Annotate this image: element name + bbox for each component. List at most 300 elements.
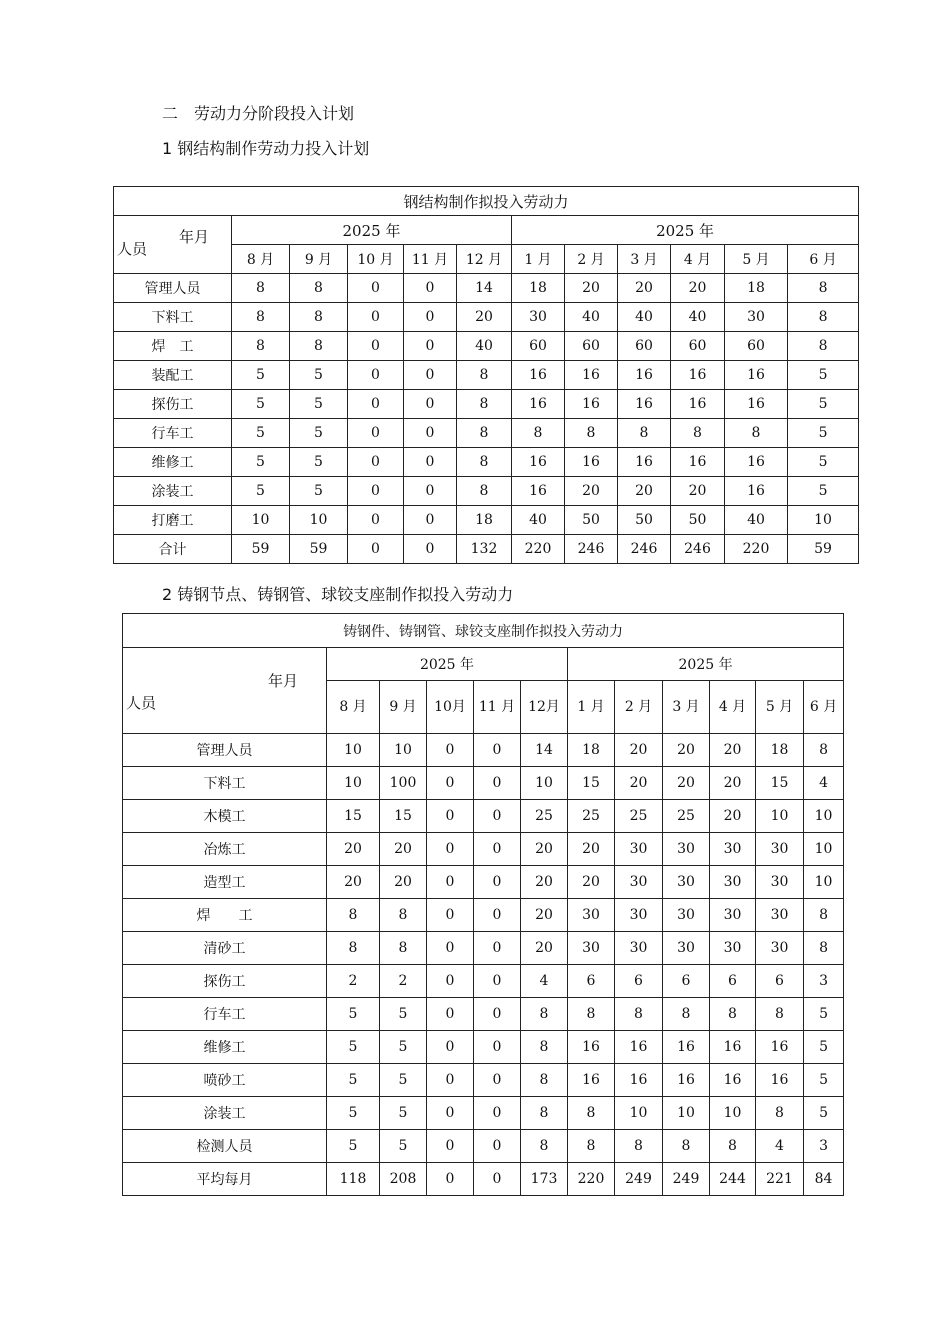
table-cell: 10 [290, 506, 348, 535]
table-cell: 16 [512, 361, 565, 390]
table-cell: 0 [427, 767, 474, 800]
table-cell: 59 [788, 535, 859, 564]
table-cell: 16 [565, 361, 618, 390]
table-cell: 8 [327, 932, 380, 965]
table-cell: 5 [232, 419, 290, 448]
table-cell: 20 [710, 734, 756, 767]
table-row [123, 1031, 844, 1064]
row-label: 喷砂工 [123, 1064, 327, 1097]
table2-month-6: 2 月 [615, 681, 663, 734]
table-cell: 16 [512, 477, 565, 506]
row-label: 检测人员 [123, 1130, 327, 1163]
table-cell: 20 [615, 734, 663, 767]
table1-month-7: 3 月 [618, 245, 671, 274]
table-cell: 30 [615, 899, 663, 932]
table-cell: 0 [474, 1097, 521, 1130]
table-cell: 0 [427, 932, 474, 965]
table-cell: 5 [380, 1064, 427, 1097]
section-title: 二 劳动力分阶段投入计划 [162, 104, 355, 123]
table-cell: 8 [521, 1097, 568, 1130]
table-cell: 8 [568, 1130, 615, 1163]
row-label: 下料工 [123, 767, 327, 800]
table-cell: 8 [756, 998, 804, 1031]
table-cell: 8 [232, 332, 290, 361]
table-row [123, 1130, 844, 1163]
table-cell: 16 [615, 1064, 663, 1097]
table-cell: 16 [725, 448, 788, 477]
table-cell: 20 [710, 767, 756, 800]
table-cell: 8 [663, 998, 710, 1031]
table-cell: 60 [512, 332, 565, 361]
table2-month-8: 4 月 [710, 681, 756, 734]
table-cell: 10 [804, 800, 844, 833]
table-cell: 30 [725, 303, 788, 332]
table-cell: 8 [232, 303, 290, 332]
table-row [123, 767, 844, 800]
table2-corner-ym: 年月 [267, 672, 298, 690]
table-cell: 0 [404, 332, 457, 361]
row-label: 造型工 [123, 866, 327, 899]
table-cell: 14 [457, 274, 512, 303]
row-label: 涂装工 [123, 1097, 327, 1130]
table-row [123, 866, 844, 899]
table-row [114, 448, 859, 477]
table-cell: 30 [663, 833, 710, 866]
table1-body [114, 274, 859, 564]
row-label: 木模工 [123, 800, 327, 833]
table2-caption: 铸钢件、铸钢管、球铰支座制作拟投入劳动力 [123, 614, 844, 648]
table-cell: 8 [725, 419, 788, 448]
table-cell: 0 [474, 1031, 521, 1064]
table1-corner-ym: 年月 [178, 228, 209, 246]
table-cell: 59 [290, 535, 348, 564]
table-cell: 0 [427, 1163, 474, 1196]
table-cell: 5 [788, 419, 859, 448]
table2-month-3: 11 月 [474, 681, 521, 734]
table-cell: 20 [521, 932, 568, 965]
table-row [114, 303, 859, 332]
table-cell: 5 [290, 361, 348, 390]
table-cell: 30 [756, 932, 804, 965]
table-cell: 249 [663, 1163, 710, 1196]
table-cell: 5 [788, 477, 859, 506]
table-cell: 0 [404, 390, 457, 419]
table-cell: 20 [568, 833, 615, 866]
table-cell: 10 [327, 734, 380, 767]
table-cell: 2 [380, 965, 427, 998]
row-label: 装配工 [114, 361, 232, 390]
table-cell: 16 [618, 361, 671, 390]
table-cell: 8 [618, 419, 671, 448]
row-label: 维修工 [114, 448, 232, 477]
table-cell: 20 [521, 833, 568, 866]
table1-month-0: 8 月 [232, 245, 290, 274]
table-cell: 16 [710, 1064, 756, 1097]
table-cell: 15 [380, 800, 427, 833]
table-cell: 5 [327, 1097, 380, 1130]
table-cell: 6 [568, 965, 615, 998]
table-row [114, 361, 859, 390]
table-cell: 5 [290, 390, 348, 419]
table-cell: 8 [671, 419, 725, 448]
table-cell: 8 [521, 998, 568, 1031]
table-cell: 0 [404, 303, 457, 332]
table-cell: 8 [521, 1130, 568, 1163]
table-cell: 4 [756, 1130, 804, 1163]
table-cell: 20 [565, 477, 618, 506]
table-cell: 30 [756, 833, 804, 866]
table-cell: 0 [427, 734, 474, 767]
table-cell: 30 [710, 932, 756, 965]
table2-month-5: 1 月 [568, 681, 615, 734]
table-cell: 5 [290, 477, 348, 506]
table-cell: 20 [521, 866, 568, 899]
table-cell: 16 [756, 1031, 804, 1064]
table-cell: 14 [521, 734, 568, 767]
table-cell: 40 [565, 303, 618, 332]
table-cell: 16 [725, 477, 788, 506]
table1-month-5: 1 月 [512, 245, 565, 274]
table-cell: 8 [457, 448, 512, 477]
table-cell: 5 [804, 1064, 844, 1097]
table-cell: 5 [380, 998, 427, 1031]
table-cell: 5 [804, 1097, 844, 1130]
table-cell: 60 [671, 332, 725, 361]
table-cell: 8 [804, 932, 844, 965]
table1-corner-header [114, 216, 232, 274]
row-label: 涂装工 [114, 477, 232, 506]
table-cell: 40 [618, 303, 671, 332]
row-label: 探伤工 [114, 390, 232, 419]
table-cell: 5 [290, 419, 348, 448]
table-cell: 0 [348, 303, 404, 332]
table-row [123, 1064, 844, 1097]
row-label: 合计 [114, 535, 232, 564]
table-cell: 60 [725, 332, 788, 361]
table-cell: 0 [404, 535, 457, 564]
table-cell: 5 [788, 448, 859, 477]
table-cell: 0 [427, 1097, 474, 1130]
table-cell: 0 [404, 506, 457, 535]
table-cell: 0 [427, 1031, 474, 1064]
table-cell: 8 [710, 1130, 756, 1163]
subsection-title-1: 1 钢结构制作劳动力投入计划 [162, 139, 370, 158]
table-cell: 16 [618, 390, 671, 419]
table-cell: 246 [565, 535, 618, 564]
table-cell: 30 [756, 899, 804, 932]
table-cell: 0 [474, 734, 521, 767]
table-cell: 8 [804, 899, 844, 932]
table-cell: 16 [512, 448, 565, 477]
table-cell: 10 [521, 767, 568, 800]
table2-month-2: 10月 [427, 681, 474, 734]
table2-month-4: 12月 [521, 681, 568, 734]
table2-year-a: 2025 年 [327, 648, 568, 681]
table-cell: 5 [380, 1097, 427, 1130]
table-row [123, 1097, 844, 1130]
table-cell: 5 [380, 1130, 427, 1163]
table-row [123, 1163, 844, 1196]
table-row [123, 899, 844, 932]
table1-month-6: 2 月 [565, 245, 618, 274]
table-cell: 6 [663, 965, 710, 998]
table-cell: 0 [404, 419, 457, 448]
table-cell: 0 [427, 833, 474, 866]
table-cell: 8 [615, 1130, 663, 1163]
table-cell: 30 [663, 866, 710, 899]
table-cell: 8 [521, 1064, 568, 1097]
table-cell: 16 [725, 361, 788, 390]
table-cell: 5 [380, 1031, 427, 1064]
table-cell: 20 [457, 303, 512, 332]
table-cell: 10 [232, 506, 290, 535]
table-cell: 220 [725, 535, 788, 564]
table2-corner-header [123, 648, 327, 734]
table-cell: 25 [521, 800, 568, 833]
table-cell: 0 [474, 932, 521, 965]
table-cell: 3 [804, 1130, 844, 1163]
table1-caption: 钢结构制作拟投入劳动力 [114, 187, 859, 216]
table-cell: 16 [671, 390, 725, 419]
table-cell: 244 [710, 1163, 756, 1196]
table-cell: 10 [615, 1097, 663, 1130]
row-label: 打磨工 [114, 506, 232, 535]
subsection-title-2: 2 铸钢节点、铸钢管、球铰支座制作拟投入劳动力 [162, 585, 514, 604]
table-cell: 0 [474, 767, 521, 800]
table2-corner-person: 人员 [126, 694, 157, 712]
table-cell: 15 [327, 800, 380, 833]
table-cell: 6 [710, 965, 756, 998]
table-cell: 20 [380, 833, 427, 866]
table-cell: 16 [568, 1031, 615, 1064]
table-cell: 5 [232, 361, 290, 390]
table-cell: 8 [512, 419, 565, 448]
table-cell: 0 [404, 274, 457, 303]
table2-year-b: 2025 年 [568, 648, 844, 681]
table-cell: 4 [804, 767, 844, 800]
table-cell: 20 [568, 866, 615, 899]
table-cell: 18 [568, 734, 615, 767]
table-cell: 18 [512, 274, 565, 303]
table-cell: 6 [756, 965, 804, 998]
table-cell: 10 [804, 833, 844, 866]
table-cell: 16 [710, 1031, 756, 1064]
row-label: 管理人员 [123, 734, 327, 767]
table-cell: 20 [663, 767, 710, 800]
row-label: 行车工 [114, 419, 232, 448]
table-cell: 18 [756, 734, 804, 767]
table-row [123, 833, 844, 866]
table-cell: 16 [618, 448, 671, 477]
table-cell: 20 [671, 274, 725, 303]
table-cell: 16 [565, 448, 618, 477]
table-cell: 6 [615, 965, 663, 998]
table-cell: 10 [380, 734, 427, 767]
table2-month-7: 3 月 [663, 681, 710, 734]
table-cell: 220 [568, 1163, 615, 1196]
table-cell: 0 [474, 1163, 521, 1196]
table-cell: 20 [380, 866, 427, 899]
table-cell: 16 [756, 1064, 804, 1097]
table1-month-1: 9 月 [290, 245, 348, 274]
table-cell: 0 [427, 899, 474, 932]
table-row [114, 390, 859, 419]
table-cell: 8 [457, 361, 512, 390]
table-cell: 8 [756, 1097, 804, 1130]
table-cell: 8 [565, 419, 618, 448]
table-cell: 16 [671, 361, 725, 390]
table-cell: 50 [618, 506, 671, 535]
table-cell: 10 [710, 1097, 756, 1130]
table1-year-a: 2025 年 [232, 216, 512, 245]
table-row [123, 734, 844, 767]
table-cell: 30 [663, 932, 710, 965]
table-cell: 5 [327, 1130, 380, 1163]
table-cell: 30 [756, 866, 804, 899]
table-cell: 5 [290, 448, 348, 477]
table-row [123, 800, 844, 833]
table-cell: 0 [348, 477, 404, 506]
table-cell: 20 [618, 274, 671, 303]
table-cell: 30 [663, 899, 710, 932]
table-cell: 30 [710, 833, 756, 866]
table-cell: 0 [348, 361, 404, 390]
table-row [114, 506, 859, 535]
table-cell: 10 [756, 800, 804, 833]
table-cell: 0 [474, 866, 521, 899]
table-cell: 0 [474, 899, 521, 932]
table-row [114, 419, 859, 448]
table1-month-10: 6 月 [788, 245, 859, 274]
table-cell: 5 [804, 998, 844, 1031]
table-cell: 20 [521, 899, 568, 932]
table-cell: 10 [327, 767, 380, 800]
table-cell: 8 [615, 998, 663, 1031]
table-cell: 0 [427, 866, 474, 899]
table-cell: 16 [663, 1031, 710, 1064]
table2-month-9: 5 月 [756, 681, 804, 734]
table-cell: 5 [232, 448, 290, 477]
table-cell: 0 [427, 800, 474, 833]
table-row [123, 932, 844, 965]
table-cell: 221 [756, 1163, 804, 1196]
table-cell: 20 [618, 477, 671, 506]
table-cell: 4 [521, 965, 568, 998]
table-cell: 20 [327, 833, 380, 866]
table-cell: 5 [327, 1064, 380, 1097]
table-cell: 0 [348, 506, 404, 535]
table-row [123, 965, 844, 998]
table1-month-8: 4 月 [671, 245, 725, 274]
table-cell: 40 [512, 506, 565, 535]
table-cell: 30 [710, 899, 756, 932]
table-cell: 100 [380, 767, 427, 800]
table1-corner-person: 人员 [117, 240, 148, 258]
table1-month-9: 5 月 [725, 245, 788, 274]
table-cell: 20 [615, 767, 663, 800]
table-cell: 0 [474, 965, 521, 998]
table-cell: 40 [671, 303, 725, 332]
table-cell: 5 [232, 477, 290, 506]
table-cell: 0 [427, 1130, 474, 1163]
table-cell: 16 [671, 448, 725, 477]
table-cell: 30 [568, 899, 615, 932]
table-cell: 132 [457, 535, 512, 564]
table-cell: 8 [290, 332, 348, 361]
table-cell: 16 [568, 1064, 615, 1097]
table-cell: 0 [474, 998, 521, 1031]
table-cell: 0 [348, 448, 404, 477]
table-cell: 16 [615, 1031, 663, 1064]
table-cell: 16 [512, 390, 565, 419]
table-cell: 8 [380, 899, 427, 932]
table-cell: 0 [427, 1064, 474, 1097]
table-cell: 5 [804, 1031, 844, 1064]
table-cell: 5 [327, 1031, 380, 1064]
table-cell: 3 [804, 965, 844, 998]
table-cell: 0 [474, 800, 521, 833]
table-cell: 5 [232, 390, 290, 419]
table2-body [123, 734, 844, 1196]
table-cell: 18 [457, 506, 512, 535]
table-cell: 10 [804, 866, 844, 899]
table-cell: 8 [710, 998, 756, 1031]
table-cell: 220 [512, 535, 565, 564]
table-cell: 5 [788, 390, 859, 419]
table-cell: 15 [756, 767, 804, 800]
table-cell: 10 [663, 1097, 710, 1130]
table-cell: 15 [568, 767, 615, 800]
table-cell: 8 [232, 274, 290, 303]
row-label: 平均每月 [123, 1163, 327, 1196]
table-cell: 8 [788, 274, 859, 303]
table-cell: 0 [427, 965, 474, 998]
table-cell: 30 [512, 303, 565, 332]
table-cell: 8 [804, 734, 844, 767]
table-cell: 0 [474, 1130, 521, 1163]
table-cell: 59 [232, 535, 290, 564]
table-cell: 8 [290, 303, 348, 332]
table-row [123, 998, 844, 1031]
table-cell: 30 [710, 866, 756, 899]
table-cell: 20 [710, 800, 756, 833]
table-cell: 84 [804, 1163, 844, 1196]
table-cell: 16 [725, 390, 788, 419]
table-cell: 60 [618, 332, 671, 361]
table-cell: 30 [615, 833, 663, 866]
table-cell: 0 [404, 477, 457, 506]
table-cell: 20 [663, 734, 710, 767]
table-cell: 8 [788, 332, 859, 361]
table2-month-0: 8 月 [327, 681, 380, 734]
table-cell: 8 [327, 899, 380, 932]
table-cell: 16 [565, 390, 618, 419]
table2-month-10: 6 月 [804, 681, 844, 734]
row-label: 下料工 [114, 303, 232, 332]
table-cell: 208 [380, 1163, 427, 1196]
table2-month-1: 9 月 [380, 681, 427, 734]
table-cell: 0 [348, 419, 404, 448]
table-cell: 18 [725, 274, 788, 303]
table1-month-2: 10 月 [348, 245, 404, 274]
table-cell: 8 [788, 303, 859, 332]
table-cell: 0 [348, 332, 404, 361]
steel-structure-labor-table [113, 186, 859, 564]
table-cell: 50 [671, 506, 725, 535]
table-cell: 118 [327, 1163, 380, 1196]
table-cell: 0 [348, 390, 404, 419]
table-cell: 0 [474, 833, 521, 866]
